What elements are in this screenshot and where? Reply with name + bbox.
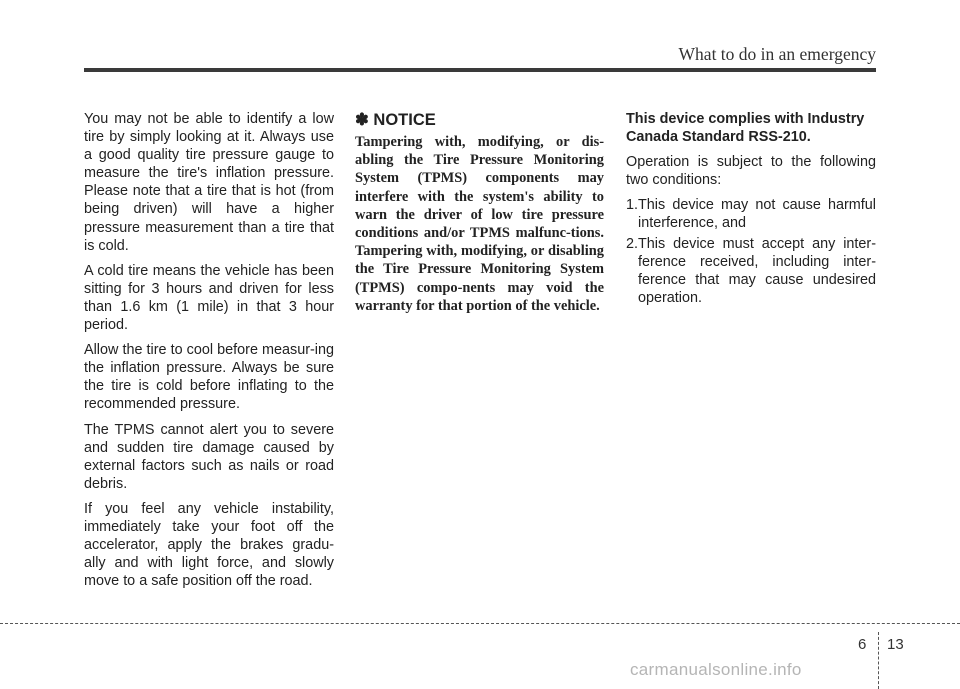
paragraph: The TPMS cannot alert you to severe and sudden tire damage caused by external factors such as nails or road debris. (84, 421, 334, 492)
column-left (84, 110, 334, 597)
page-number: 13 (887, 636, 904, 653)
chapter-number: 6 (858, 636, 867, 653)
asterisk-icon: ✽ (355, 111, 369, 129)
column-right (626, 110, 876, 309)
footer-divider (878, 632, 879, 689)
list-number: 1. (626, 197, 639, 214)
list-number: 2. (626, 235, 639, 252)
compliance-statement: This device complies with Industry Canada Standard RSS-210. (626, 111, 865, 146)
list-item (626, 235, 876, 307)
paragraph: You may not be able to identify a low tire by simply looking at it. Always use a good quality tire pressure gauge to measure the tire's inflation pressure. Please note that a tire that is hot (from being driven) will have a higher pressure measurement than a tire that is cold. (84, 111, 334, 254)
notice-heading (355, 110, 604, 130)
header-rule (84, 68, 876, 72)
paragraph: If you feel any vehicle instability, immediately take your foot off the accelerator, apply the brakes gradu-ally and with light force, and slowly move to a safe position off the road. (84, 500, 334, 590)
paragraph: Allow the tire to cool before measur-ing the inflation pressure. Always be sure the tire is cold before inflating to the recommended pressure. (84, 342, 334, 413)
notice-label: NOTICE (373, 111, 436, 129)
paragraph: A cold tire means the vehicle has been sitting for 3 hours and driven for less than 1.6 km (1 mile) in that 3 hour period. (84, 262, 334, 334)
conditions-list (626, 196, 876, 307)
list-item (626, 196, 876, 232)
list-text: This device must accept any inter-ference received, including inter-ference that may cause undesired operation. (638, 235, 876, 306)
notice-box (355, 110, 604, 322)
notice-body: Tampering with, modifying, or dis-abling the Tire Pressure Monitoring System (TPMS) components may interfere with the system's ability to warn the driver of low tire pressure conditions and/or TPMS malfunc-tions. Tampering with, modifying, or disabling the Tire Pressure Monitoring System (TPMS) compo-nents may void the warranty for that portion of the vehicle. (355, 134, 604, 314)
page-header-title: What to do in an emergency (678, 44, 876, 64)
conditions-intro: Operation is subject to the following two conditions: (626, 154, 876, 189)
watermark: carmanualsonline.info (630, 660, 802, 679)
list-text: This device may not cause harmful interference, and (638, 197, 876, 232)
footer-rule (0, 623, 960, 624)
